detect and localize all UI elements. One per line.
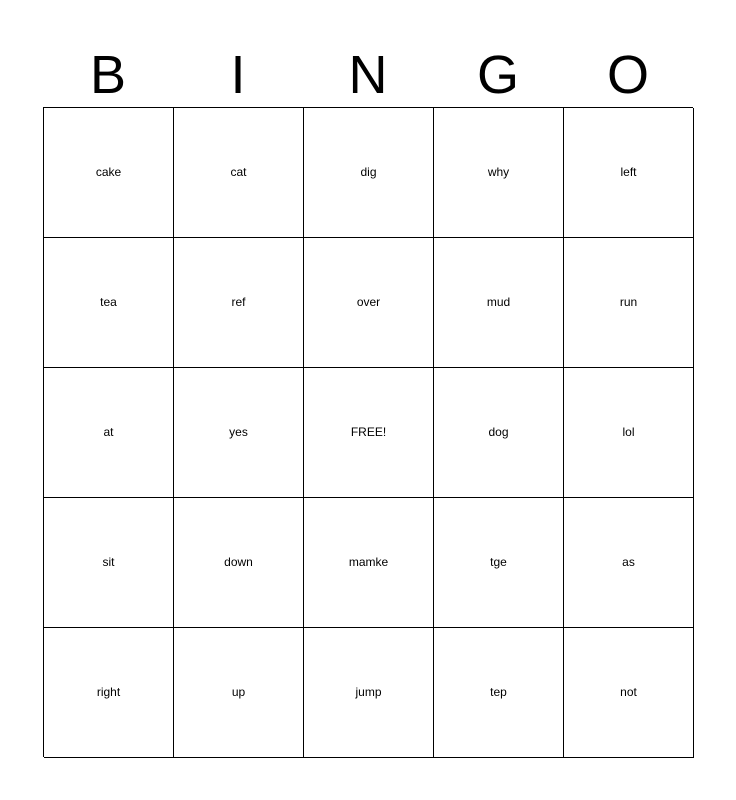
bingo-cell: jump xyxy=(304,628,434,758)
bingo-cell: right xyxy=(44,628,174,758)
bingo-board xyxy=(43,107,693,757)
bingo-cell: dog xyxy=(434,368,564,498)
bingo-cell: sit xyxy=(44,498,174,628)
header-letter-o: O xyxy=(606,45,649,105)
bingo-cell: ref xyxy=(174,238,304,368)
bingo-cell: cake xyxy=(44,108,174,238)
bingo-cell: mamke xyxy=(304,498,434,628)
bingo-cell: dig xyxy=(304,108,434,238)
bingo-cell: why xyxy=(434,108,564,238)
bingo-cell: run xyxy=(564,238,694,368)
bingo-cell: down xyxy=(174,498,304,628)
bingo-cell: cat xyxy=(174,108,304,238)
bingo-cell: lol xyxy=(564,368,694,498)
bingo-cell: tge xyxy=(434,498,564,628)
bingo-cell: up xyxy=(174,628,304,758)
header-letter-b: B xyxy=(89,45,127,105)
header-letter-g: G xyxy=(476,45,519,105)
bingo-cell: not xyxy=(564,628,694,758)
bingo-cell: mud xyxy=(434,238,564,368)
bingo-cell: yes xyxy=(174,368,304,498)
bingo-cell: tep xyxy=(434,628,564,758)
header-letter-n: N xyxy=(348,45,388,105)
bingo-cell: as xyxy=(564,498,694,628)
bingo-cell: tea xyxy=(44,238,174,368)
bingo-cell: at xyxy=(44,368,174,498)
free-space-cell: FREE! xyxy=(304,368,434,498)
header-letter-i: I xyxy=(230,45,246,105)
bingo-cell: left xyxy=(564,108,694,238)
bingo-header xyxy=(43,42,693,108)
bingo-cell: over xyxy=(304,238,434,368)
